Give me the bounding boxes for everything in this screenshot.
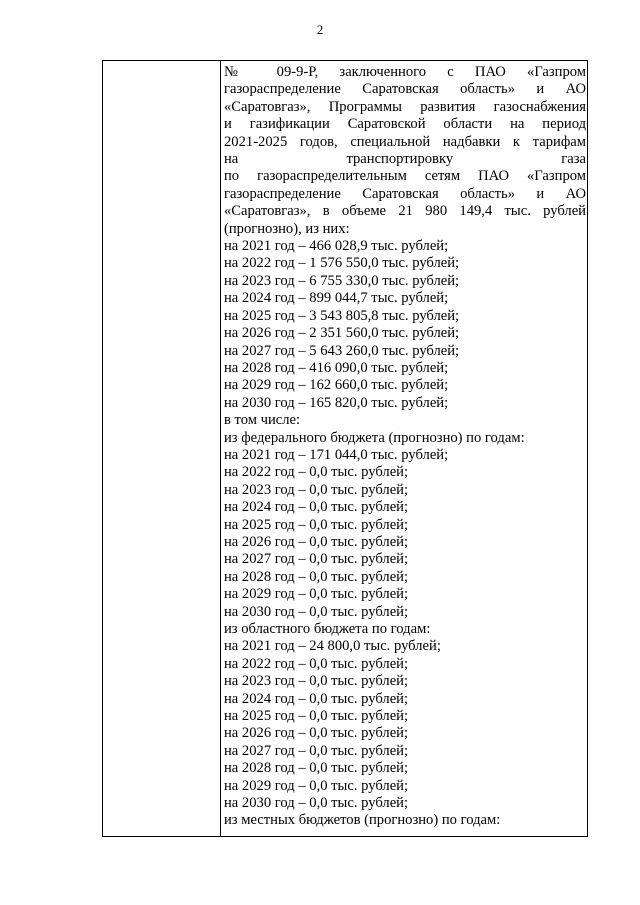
federal-year-item: на 2030 год – 0,0 тыс. рублей; — [224, 603, 409, 620]
page-number: 2 — [316, 22, 324, 37]
intro-line: (прогнозно), из них: — [224, 220, 350, 237]
regional-year-item: на 2024 год – 0,0 тыс. рублей; — [224, 690, 409, 707]
intro-line: «Саратовгаз», в объеме 21 980 149,4 тыс. рублей — [224, 203, 586, 220]
total-year-item: на 2027 год – 5 643 260,0 тыс. рублей; — [224, 342, 460, 359]
total-year-item: на 2024 год – 899 044,7 тыс. рублей; — [224, 290, 449, 307]
regional-year-item: на 2027 год – 0,0 тыс. рублей; — [224, 742, 409, 759]
intro-line: на транспортировку газа — [224, 151, 586, 168]
regional-year-item: на 2029 год – 0,0 тыс. рублей; — [224, 777, 409, 794]
intro-line: газораспределение Саратовская область» и АО — [224, 185, 586, 202]
regional-year-item: на 2023 год – 0,0 тыс. рублей; — [224, 673, 409, 690]
including-label: в том числе: — [224, 412, 301, 429]
financing-text-cell — [224, 64, 586, 830]
federal-by-year-list — [224, 447, 586, 621]
regional-year-item: на 2028 год – 0,0 тыс. рублей; — [224, 760, 409, 777]
federal-year-item: на 2029 год – 0,0 тыс. рублей; — [224, 586, 409, 603]
total-year-item: на 2030 год – 165 820,0 тыс. рублей; — [224, 394, 449, 411]
federal-year-item: на 2028 год – 0,0 тыс. рублей; — [224, 568, 409, 585]
intro-line: «Саратовгаз», Программы развития газоснабжения — [224, 98, 586, 115]
federal-year-item: на 2021 год – 171 044,0 тыс. рублей; — [224, 446, 449, 463]
intro-line: по газораспределительным сетям ПАО «Газпром — [224, 168, 586, 185]
total-year-item: на 2029 год – 162 660,0 тыс. рублей; — [224, 377, 449, 394]
federal-year-item: на 2027 год – 0,0 тыс. рублей; — [224, 551, 409, 568]
federal-year-item: на 2022 год – 0,0 тыс. рублей; — [224, 464, 409, 481]
total-year-item: на 2022 год – 1 576 550,0 тыс. рублей; — [224, 255, 460, 272]
regional-year-item: на 2021 год – 24 800,0 тыс. рублей; — [224, 638, 441, 655]
federal-year-item: на 2025 год – 0,0 тыс. рублей; — [224, 516, 409, 533]
total-year-item: на 2026 год – 2 351 560,0 тыс. рублей; — [224, 325, 460, 342]
regional-year-item: на 2022 год – 0,0 тыс. рублей; — [224, 655, 409, 672]
intro-line: и газификации Саратовской области на период — [224, 116, 586, 133]
intro-line: 2021-2025 годов, специальной надбавки к тарифам — [224, 133, 586, 150]
intro-paragraph — [224, 64, 586, 238]
total-year-item: на 2028 год – 416 090,0 тыс. рублей; — [224, 359, 449, 376]
total-by-year-list — [224, 238, 586, 412]
regional-by-year-list — [224, 638, 586, 812]
federal-year-item: на 2026 год – 0,0 тыс. рублей; — [224, 533, 409, 550]
regional-year-item: на 2026 год – 0,0 тыс. рублей; — [224, 725, 409, 742]
federal-year-item: на 2023 год – 0,0 тыс. рублей; — [224, 481, 409, 498]
intro-line: газораспределение Саратовская область» и АО — [224, 81, 586, 98]
local-budget-heading: из местных бюджетов (прогнозно) по годам: — [224, 812, 501, 829]
federal-budget-heading: из федерального бюджета (прогнозно) по годам: — [224, 429, 525, 446]
document-table — [102, 60, 588, 837]
intro-line: № 09-9-Р, заключенного с ПАО «Газпром — [224, 64, 586, 80]
regional-year-item: на 2025 год – 0,0 тыс. рублей; — [224, 708, 409, 725]
regional-year-item: на 2030 год – 0,0 тыс. рублей; — [224, 795, 409, 812]
federal-year-item: на 2024 год – 0,0 тыс. рублей; — [224, 499, 409, 516]
regional-budget-heading: из областного бюджета по годам: — [224, 621, 431, 637]
total-year-item: на 2023 год – 6 755 330,0 тыс. рублей; — [224, 272, 460, 289]
column-divider — [220, 61, 221, 836]
total-year-item: на 2025 год – 3 543 805,8 тыс. рублей; — [224, 307, 460, 324]
total-year-item: на 2021 год – 466 028,9 тыс. рублей; — [224, 238, 449, 255]
